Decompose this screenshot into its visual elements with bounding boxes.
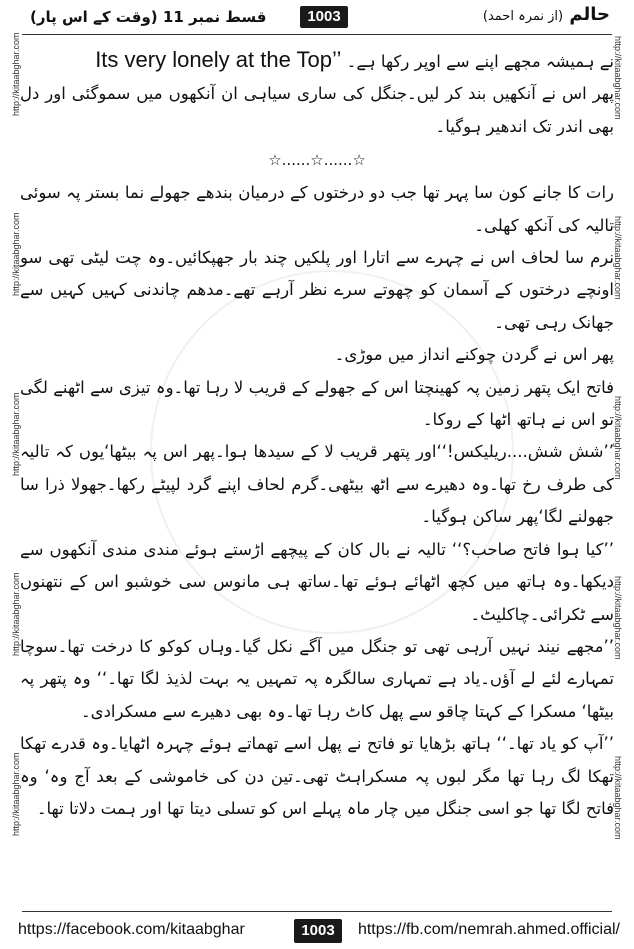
paragraph: ’’مجھے نیند نہیں آرہی تھی تو جنگل میں آگے نکل گیا۔وہاں کوکو کا درخت تھا۔سوچا تمہارے لئے لے آؤں۔یاد ہے تمہاری سالگرہ پہ تمہیں یہ بہت لذیذ لگا تھا۔‘‘ وہ پتھر پہ بیٹھا‘ مسکرا کے کہتا چاقو سے پھل کاٹ رہا تھا۔وہ بھی دھیرے سے مسکرادی۔ xyxy=(20,636,614,721)
footer-divider xyxy=(22,911,612,912)
side-url: http://kitaabghar.com xyxy=(11,752,21,836)
page-footer xyxy=(0,909,634,949)
header-page-number: 1003 xyxy=(300,6,348,28)
side-url: http://kitaabghar.com xyxy=(613,216,623,300)
novel-title-text: حالم xyxy=(569,4,610,25)
side-url: http://kitaabghar.com xyxy=(613,36,623,120)
paragraph: نرم سا لحاف اس نے چہرے سے اتارا اور پلکیں چند بار جھپکائیں۔وہ چت لیٹی تھی سو اونچے درختوں کے آسمان کو چھوتے سرے نظر آرہے تھے۔مدھم چاندنی کہیں کہیں سے جھانک رہی تھی۔ xyxy=(20,248,614,332)
page-body xyxy=(20,44,614,903)
side-url: http://kitaabghar.com xyxy=(613,756,623,840)
side-url: http://kitaabghar.com xyxy=(11,572,21,656)
facebook-link-author[interactable]: https://fb.com/nemrah.ahmed.official/ xyxy=(357,921,620,938)
author-name: (از نمرہ احمد) xyxy=(482,9,564,24)
section-break-stars: ☆......☆......☆ xyxy=(268,151,366,170)
paragraph: رات کا جانے کون سا پہر تھا جب دو درختوں کے درمیان بندھے جھولے نما بستر پہ سوئی تالیہ کی آنکھ کھلی۔ xyxy=(20,183,614,235)
opening-line xyxy=(20,44,614,78)
facebook-link-kitaabghar[interactable]: https://facebook.com/kitaabghar xyxy=(18,921,245,938)
side-url: http://kitaabghar.com xyxy=(11,212,21,296)
opening-english-quote: Its very lonely at the Top’’ xyxy=(95,47,342,72)
novel-title xyxy=(483,4,610,25)
header-divider xyxy=(22,34,612,35)
footer-page-number: 1003 xyxy=(294,919,342,943)
side-url: http://kitaabghar.com xyxy=(613,576,623,660)
paragraph: ’’آپ کو یاد تھا۔‘‘ ہاتھ بڑھایا تو فاتح نے پھل اسے تھماتے ہوئے چہرہ اٹھایا۔وہ قدرے تھکا تھکا لگ رہا تھا مگر لبوں پہ مسکراہٹ تھی۔تین دن کی خاموشی کے بعد آج وہ‘ وہ فاتح لگا تھا جو اسی جنگل میں چار ماہ پہلے اس کو تسلی دیتا تھا اور ہمت دلاتا تھا۔ xyxy=(20,734,614,818)
paragraph: پھر اس نے آنکھیں بند کر لیں۔جنگل کی ساری سیاہی ان آنکھوں میں سموگئی اور دل بھی اندر تک اندھیر ہوگیا۔ xyxy=(20,84,614,136)
side-url: http://kitaabghar.com xyxy=(613,396,623,480)
paragraph: ’’کیا ہوا فاتح صاحب؟‘‘ تالیہ نے بال کان کے پیچھے اڑستے ہوئے مندی مندی آنکھوں سے دیکھا۔وہ ہاتھ میں کچھ اٹھائے ہوئے تھا۔ساتھ ہی مانوس سی خوشبو اس کے نتھنوں سے ٹکرائی۔چاکلیٹ۔ xyxy=(20,539,614,624)
page-header xyxy=(0,0,634,36)
side-url: http://kitaabghar.com xyxy=(11,392,21,476)
episode-label: قسط نمبر 11 (وقت کے اس پار) xyxy=(30,8,267,26)
paragraph: ’’شش شش....ریلیکس!‘‘اور پتھر قریب لا کے سیدھا ہوا۔پھر اس پہ بیٹھا‘یوں کہ تالیہ کی طرف رخ تھا۔وہ دھیرے سے اٹھ بیٹھی۔گرم لحاف اپنے گرد لپیٹے رکھا۔جھولا ذرا سا جھولنے لگا‘پھر ساکن ہوگیا۔ xyxy=(20,442,614,527)
left-margin xyxy=(0,32,21,905)
paragraph: فاتح ایک پتھر زمین پہ کھینچتا اس کے جھولے کے قریب لا رہا تھا۔وہ تیزی سے اٹھنے لگی تو اس نے ہاتھ اٹھا کے روکا۔ xyxy=(20,377,614,430)
right-margin xyxy=(613,36,634,905)
opening-line-text: نے ہمیشہ مجھے اپنے سے اوپر رکھا ہے۔ xyxy=(346,52,614,71)
paragraph: پھر اس نے گردن چوکنے انداز میں موڑی۔ xyxy=(334,345,614,365)
side-url: http://kitaabghar.com xyxy=(11,32,21,116)
